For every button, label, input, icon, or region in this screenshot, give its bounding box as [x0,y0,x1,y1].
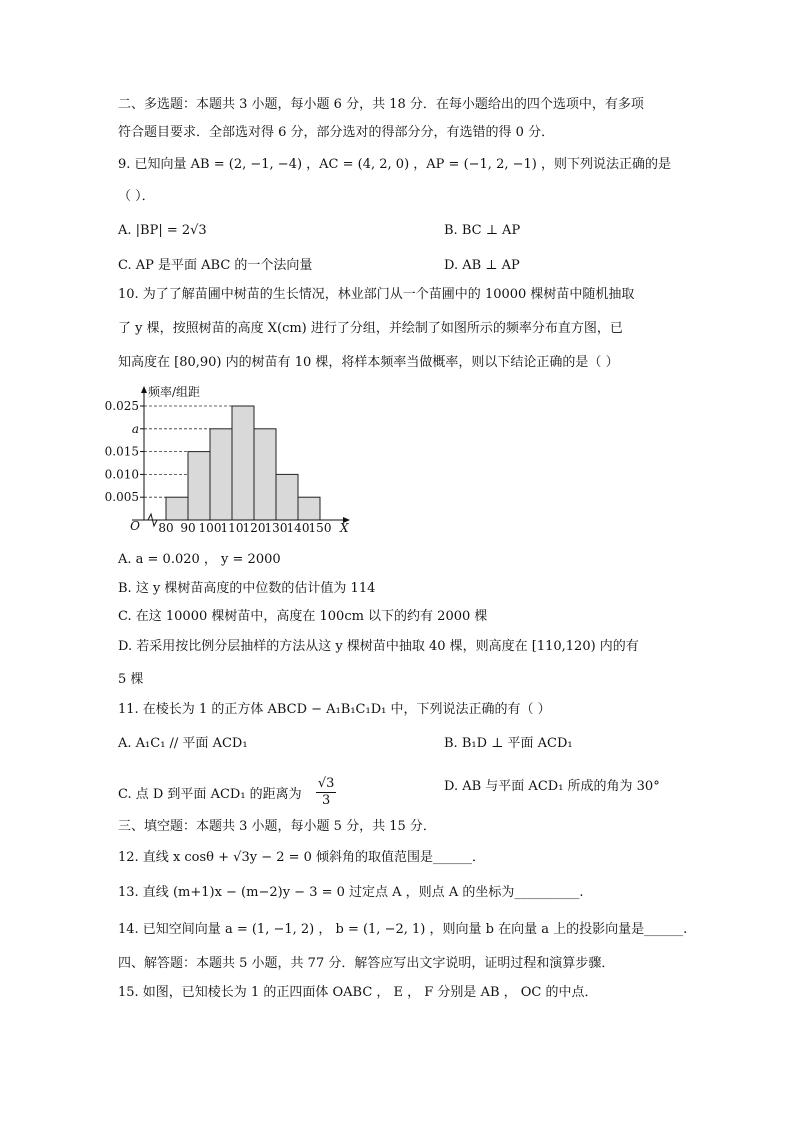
y-axis-arrow [141,386,147,393]
q10-option-c: C. 在这 10000 棵树苗中，高度在 100cm 以下的约有 2000 棵 [118,609,488,624]
histogram-bar-[140,150) [298,497,320,520]
x-tick-label-90: 90 [180,521,196,535]
y-axis-label: 频率/组距 [148,385,201,399]
q10-option-a: A. a = 0.020 ， y = 2000 [118,552,281,567]
q9-option-b: B. BC ⊥ AP [444,223,521,238]
section2-header-line1: 二、多选题：本题共 3 小题，每小题 6 分，共 18 分．在每小题给出的四个选项中，有多项 [118,97,644,112]
histogram-bar-[100,110) [210,429,232,520]
x-tick-label-140: 140 [286,521,310,535]
q9-stem: 9. 已知向量 AB = (2, −1, −4) ，AC = (4, 2, 0) ，AP = (−1, 2, −1) ，则下列说法正确的是 [118,157,671,172]
histogram-bar-[90,100) [188,452,210,520]
x-tick-labels [158,521,331,535]
q10-line2: 了 y 棵，按照树苗的高度 X(cm) 进行了分组，并绘制了如图所示的频率分布直方图，已 [118,321,623,336]
x-tick-label-100: 100 [198,521,222,535]
y-tick-label-0.010: 0.010 [104,467,139,482]
q10-line1: 10. 为了了解苗圃中树苗的生长情况，林业部门从一个苗圃中的 10000 棵树苗中随机抽取 [118,287,635,302]
frequency-histogram [104,384,368,535]
q10-option-d-line1: D. 若采用按比例分层抽样的方法从这 y 棵树苗中抽取 40 棵，则高度在 [110,120) 内的有 [118,639,639,654]
q11-option-c-fraction [316,776,337,809]
y-tick-label-0.025: 0.025 [104,399,139,413]
q13-text: 13. 直线 (m+1)x − (m−2)y − 3 = 0 过定点 A ，则点 A 的坐标为__________. [118,885,584,900]
q9-paren: （ ）． [118,189,155,204]
x-axis-label: X [340,521,349,535]
q11-option-d: D. AB 与平面 ACD₁ 所成的角为 30° [444,779,660,794]
histogram-bar-[110,120) [232,406,254,520]
origin-label: O [130,519,140,533]
y-tick-label-0.005: 0.005 [104,490,139,505]
section2-header-line2: 符合题目要求．全部选对得 6 分，部分选对的得部分分，有选错的得 0 分． [118,125,555,140]
x-tick-label-110: 110 [220,521,244,535]
section4-header: 四、解答题：本题共 5 小题，共 77 分．解答应写出文字说明，证明过程和演算步骤． [118,956,615,971]
q9-option-d: D. AB ⊥ AP [444,258,520,273]
y-tick-labels [105,399,139,504]
q11-option-a: A. A₁C₁ // 平面 ACD₁ [118,736,248,751]
q11-option-b: B. B₁D ⊥ 平面 ACD₁ [444,736,573,751]
q10-option-d-line2: 5 棵 [118,672,144,687]
q15-text: 15. 如图，已知棱长为 1 的正四面体 OABC ， E ， F 分别是 AB ， OC 的中点． [118,985,598,1000]
x-tick-label-150: 150 [308,521,332,535]
q10-line3: 知高度在 [80,90) 内的树苗有 10 棵，将样本频率当做概率，则以下结论正确的是（ ） [118,355,619,370]
fraction-denominator: 3 [321,793,331,808]
histogram-bar-[130,140) [276,474,298,520]
histogram-bars [166,406,320,520]
histogram-bar-[120,130) [254,429,276,520]
x-tick-label-120: 120 [242,521,266,535]
y-tick-label-0.015: 0.015 [104,444,139,459]
q11-option-c-text: C. 点 D 到平面 ACD₁ 的距离为 [118,787,302,802]
section3-header: 三、填空题：本题共 3 小题，每小题 5 分，共 15 分． [118,819,436,834]
x-tick-label-80: 80 [158,521,174,535]
q14-text: 14. 已知空间向量 a = (1, −1, 2) ， b = (1, −2, 1) ，则向量 b 在向量 a 上的投影向量是______. [118,922,688,937]
y-tick-label-a: a [131,421,139,436]
q11-option-c [118,778,336,811]
x-tick-label-130: 130 [264,521,288,535]
q10-option-b: B. 这 y 棵树苗高度的中位数的估计值为 114 [118,581,376,596]
histogram-bar-[80,90) [166,497,188,520]
q12-text: 12. 直线 x cosθ + √3y − 2 = 0 倾斜角的取值范围是______． [118,850,486,865]
q9-option-a: A. |BP| = 2√3 [118,223,207,238]
fraction-numerator: √3 [317,776,335,791]
q9-option-c: C. AP 是平面 ABC 的一个法向量 [118,258,313,273]
q11-stem: 11. 在棱长为 1 的正方体 ABCD − A₁B₁C₁D₁ 中，下列说法正确的有（ ） [118,702,551,717]
